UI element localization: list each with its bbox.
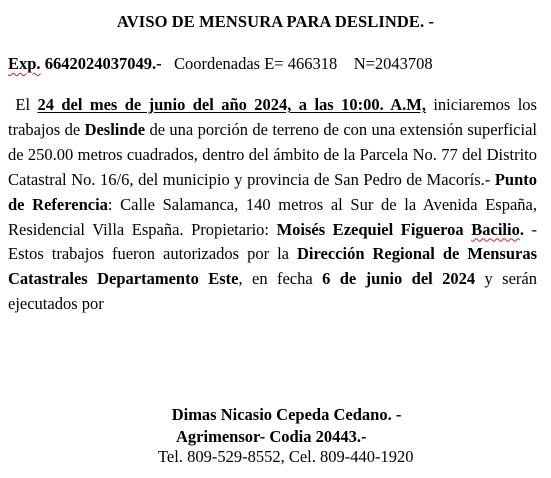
- body-text-4: : Calle Salamanca, 140 metros al Sur de la Avenida España, Residencial Villa España. Propietario:: [8, 194, 537, 239]
- owner-name: Moisés Ezequiel Figueroa: [276, 219, 472, 239]
- coordinates: Coordenadas E= 466318 N=2043708: [161, 54, 433, 73]
- body-text-2: iniciaremos los trabajos de: [8, 95, 537, 139]
- expediente-number: 6642024037049.-: [40, 54, 162, 73]
- authority-name: Dirección Regional de Mensuras Catastrales Departamento Este: [8, 244, 537, 289]
- survey-date: 24 del mes de junio del año 2024, a las 10:00. A.M,: [37, 95, 426, 114]
- expediente-label: Exp.: [8, 54, 41, 73]
- expediente-line: [8, 54, 433, 74]
- surveyor-phones: Tel. 809-529-8552, Cel. 809-440-1920: [158, 447, 414, 466]
- body-text-6: , en fecha: [238, 269, 323, 289]
- owner-dot: .: [519, 219, 524, 239]
- body-text-3: de una porción de terreno de con una extensión superficial de 250.00 metros cuadrados, dentro del ámbito de la Parcela No. 77 del Distrito Catastral No. 16/6, del municipio y provincia de San Pedro de Macorís.-: [8, 119, 537, 189]
- notice-body: [8, 93, 537, 317]
- reference-label: Punto de Referencia: [8, 169, 537, 214]
- notice-title: AVISO DE MENSURA PARA DESLINDE. -: [116, 12, 435, 31]
- authorization-date: 6 de junio del 2024: [322, 269, 476, 289]
- surveyor-role: Agrimensor- Codia 20443.-: [176, 427, 367, 446]
- body-intro: El: [8, 95, 38, 114]
- body-text-5: - Estos trabajos fueron autorizados por la: [8, 219, 537, 264]
- body-text-7: y serán ejecutados por: [8, 269, 537, 314]
- surveyor-name: Dimas Nicasio Cepeda Cedano. -: [171, 405, 402, 424]
- deslinde-term: Deslinde: [84, 119, 146, 139]
- owner-surname: Bacilio: [471, 219, 520, 239]
